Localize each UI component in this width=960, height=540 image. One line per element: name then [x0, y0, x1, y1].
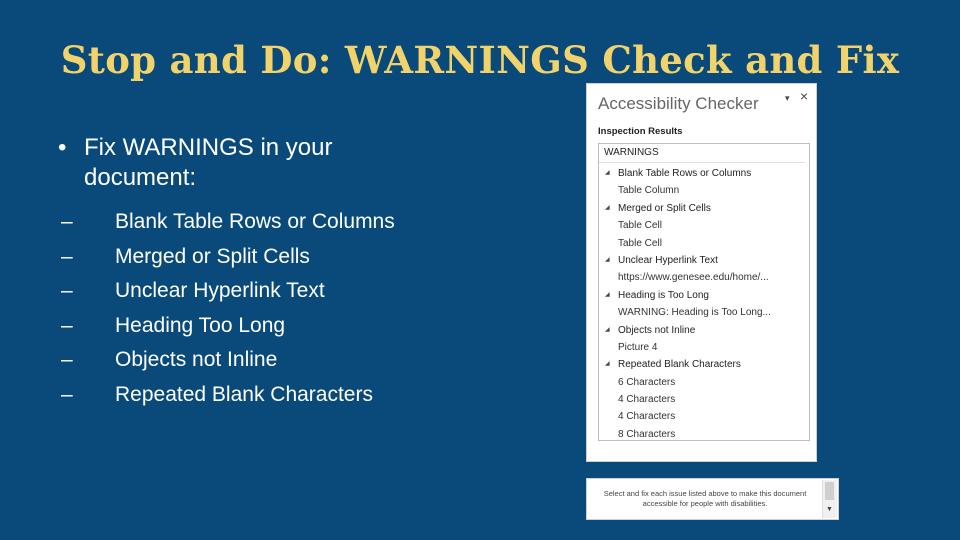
result-item-row[interactable] — [599, 374, 809, 391]
result-row-text: https://www.genesee.edu/home/... — [618, 272, 769, 284]
inspection-results-label: Inspection Results — [598, 126, 683, 137]
result-item-row[interactable] — [599, 235, 809, 252]
sub-bullet-text: Merged or Split Cells — [115, 244, 310, 268]
result-row-text: Table Cell — [618, 237, 662, 249]
sub-bullet-item — [58, 274, 414, 309]
sub-bullet-text: Objects not Inline — [115, 348, 278, 372]
result-item-row[interactable] — [599, 426, 809, 441]
result-item-row[interactable] — [599, 339, 809, 356]
result-row-text: WARNING: Heading is Too Long... — [618, 307, 771, 319]
result-category-row[interactable] — [599, 356, 809, 373]
footer-help-text: Select and fix each issue listed above to make this document accessible for people with disabilities. — [603, 489, 807, 508]
result-row-text: Blank Table Rows or Columns — [618, 168, 752, 179]
result-category-row[interactable] — [599, 200, 809, 217]
pane-close-icon[interactable]: × — [800, 88, 809, 104]
result-row-text: Unclear Hyperlink Text — [618, 254, 718, 266]
results-rows — [599, 165, 809, 441]
expand-triangle-icon[interactable]: ◢ — [605, 204, 610, 211]
result-category-row[interactable] — [599, 165, 809, 182]
result-row-text: Merged or Split Cells — [618, 202, 711, 214]
result-row-text: 4 Characters — [618, 394, 676, 406]
main-bullet — [58, 133, 414, 193]
result-row-text: Repeated Blank Characters — [618, 359, 741, 371]
scrollbar-thumb[interactable] — [825, 482, 834, 500]
expand-triangle-icon[interactable]: ◢ — [605, 170, 610, 176]
result-item-row[interactable] — [599, 391, 809, 408]
dash-icon: – — [61, 382, 73, 406]
expand-triangle-icon[interactable]: ◢ — [605, 256, 610, 263]
pane-title: Accessibility Checker — [598, 94, 759, 113]
slide-title: Stop and Do: WARNINGS Check and Fix — [60, 38, 900, 82]
result-category-row[interactable] — [599, 322, 809, 339]
dash-icon: – — [61, 244, 73, 268]
main-bullet-text: Fix WARNINGS in your document: — [84, 134, 333, 191]
dash-icon: – — [61, 313, 73, 337]
sub-bullet-item — [58, 378, 414, 413]
sub-bullet-item — [58, 309, 414, 344]
sub-bullet-text: Repeated Blank Characters — [115, 382, 373, 406]
bullet-list — [58, 133, 414, 413]
additional-information-pane — [586, 478, 839, 520]
expand-triangle-icon[interactable]: ◢ — [605, 291, 610, 298]
result-item-row[interactable] — [599, 217, 809, 234]
footer-scrollbar[interactable] — [822, 480, 837, 518]
result-category-row[interactable] — [599, 252, 809, 269]
inspection-results-list[interactable] — [598, 143, 810, 441]
bullet-dot-icon: • — [58, 134, 67, 161]
result-row-text: Heading is Too Long — [618, 289, 709, 301]
result-row-text: 4 Characters — [618, 411, 676, 423]
sub-bullet-text: Unclear Hyperlink Text — [115, 279, 325, 303]
result-row-text: Table Cell — [618, 220, 662, 232]
result-row-text: Picture 4 — [618, 341, 658, 353]
sub-bullet-item — [58, 343, 414, 378]
sub-bullet-text: Heading Too Long — [115, 313, 286, 337]
result-item-row[interactable] — [599, 304, 809, 321]
result-item-row[interactable] — [599, 269, 809, 286]
sub-bullet-item — [58, 205, 414, 240]
scroll-down-arrow-icon[interactable]: ▼ — [826, 506, 833, 513]
accessibility-checker-pane — [586, 83, 817, 462]
sub-bullet-text: Blank Table Rows or Columns — [115, 210, 395, 233]
result-row-text: Objects not Inline — [618, 324, 696, 336]
sub-bullet-list — [58, 205, 414, 413]
dash-icon: – — [61, 210, 73, 233]
result-row-text: 8 Characters — [618, 428, 676, 440]
expand-triangle-icon[interactable]: ◢ — [605, 361, 610, 368]
result-item-row[interactable] — [599, 182, 809, 199]
dash-icon: – — [61, 279, 73, 303]
result-item-row[interactable] — [599, 408, 809, 425]
result-row-text: 6 Characters — [618, 376, 676, 388]
pane-options-dropdown-icon[interactable]: ▾ — [785, 93, 790, 103]
sub-bullet-item — [58, 240, 414, 275]
warnings-header: WARNINGS — [599, 144, 805, 163]
result-category-row[interactable] — [599, 287, 809, 304]
dash-icon: – — [61, 348, 73, 372]
expand-triangle-icon[interactable]: ◢ — [605, 326, 610, 333]
result-row-text: Table Column — [618, 185, 680, 197]
